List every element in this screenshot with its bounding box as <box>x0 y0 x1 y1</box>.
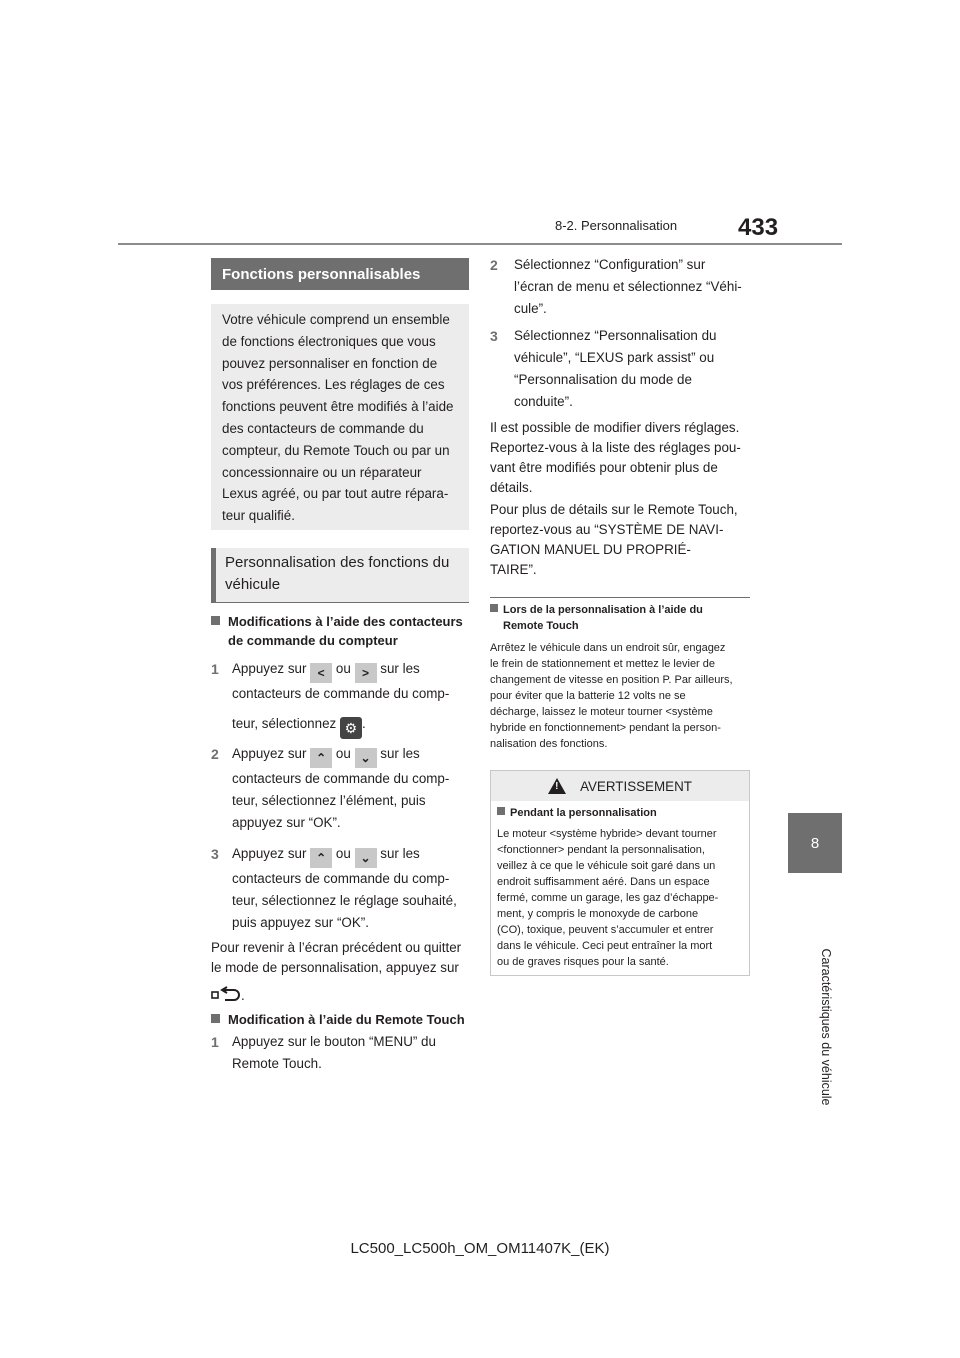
step-1 <box>211 658 476 736</box>
step-text: puis appuyez sur “OK”. <box>232 915 369 930</box>
paragraph-line: Reportez-vous à la liste des réglages pou- <box>490 440 741 455</box>
gear-icon: ⚙ <box>340 717 362 739</box>
subsection-title <box>211 548 469 602</box>
intro-line: pouvez personnaliser en fonction de <box>222 355 438 371</box>
remote-step-3 <box>490 325 755 413</box>
step-text: ou <box>335 846 351 861</box>
paragraph-line: vant être modifiés pour obtenir plus de <box>490 460 718 475</box>
step-text: contacteurs de commande du comp- <box>232 686 450 701</box>
warning-icon: ! <box>548 778 566 794</box>
paragraph-line: reportez-vous au “SYSTÈME DE NAVI- <box>490 522 724 537</box>
intro-line: des contacteurs de commande du <box>222 420 424 436</box>
remote-touch-paragraph <box>490 500 755 580</box>
note-line: nalisation des fonctions. <box>490 738 608 750</box>
note-line: décharge, laissez le moteur tourner <système <box>490 706 713 718</box>
chevron-up-icon: ⌃ <box>310 848 332 868</box>
step-text: Appuyez sur <box>232 746 307 761</box>
note-heading-line: Lors de la personnalisation à l’aide du <box>503 604 703 616</box>
document-code: LC500_LC500h_OM_OM11407K_(EK) <box>350 1240 610 1257</box>
step-3 <box>211 843 476 933</box>
subsection-rule <box>211 602 469 603</box>
step-text: sur les <box>380 661 420 676</box>
note-line: Arrêtez le véhicule dans un endroit sûr, engagez <box>490 642 726 654</box>
intro-line: Votre véhicule comprend un ensemble <box>222 312 450 327</box>
remote-step-2 <box>490 254 755 320</box>
step-text: teur, sélectionnez <box>232 716 337 731</box>
step-number: 3 <box>490 328 498 344</box>
warning-body <box>497 826 747 970</box>
step-text: Appuyez sur le bouton “MENU” du <box>232 1034 436 1049</box>
remote-heading-text: Modification à l’aide du Remote Touch <box>228 1012 465 1027</box>
step-text: Appuyez sur <box>232 846 307 861</box>
paragraph-line: Il est possible de modifier divers réglages. <box>490 420 740 435</box>
note-heading-line: Remote Touch <box>503 620 579 632</box>
intro-line: vos préférences. Les réglages de ces <box>222 377 445 393</box>
step-text: l’écran de menu et sélectionnez “Véhi- <box>514 279 742 294</box>
paragraph-line: détails. <box>490 480 533 495</box>
warning-line: <fonctionner> pendant la personnalisation, <box>497 844 705 856</box>
note-line: pour éviter que la batterie 12 volts ne se <box>490 690 686 702</box>
square-bullet-icon <box>497 807 505 815</box>
settings-paragraph <box>490 418 755 498</box>
chevron-left-icon: < <box>310 663 332 683</box>
intro-line: Lexus agréé, ou par tout autre répara- <box>222 486 449 502</box>
step-number: 2 <box>211 746 219 762</box>
step-text: Remote Touch. <box>232 1056 322 1071</box>
paragraph-line: GATION MANUEL DU PROPRIÉ- <box>490 542 691 557</box>
step-text: ou <box>335 746 351 761</box>
chevron-down-icon: ⌄ <box>355 748 377 768</box>
step-text: teur, sélectionnez l’élément, puis <box>232 793 426 808</box>
warning-line: fermé, comme un garage, les gaz d’échappe- <box>497 892 719 904</box>
intro-line: de fonctions électroniques que vous <box>222 333 436 349</box>
step-text: cule”. <box>514 301 547 316</box>
warning-line: veillez à ce que le véhicule soit garé dans un <box>497 860 716 872</box>
step-text: sur les <box>380 746 420 761</box>
chevron-up-icon: ⌃ <box>310 748 332 768</box>
intro-line: compteur, du Remote Touch ou par un <box>222 442 450 458</box>
subsection-title-line: véhicule <box>225 576 281 593</box>
step-text: teur, sélectionnez le réglage souhaité, <box>232 893 457 908</box>
paragraph-line: . <box>241 988 245 1003</box>
intro-box <box>211 304 469 530</box>
square-bullet-icon <box>490 604 498 612</box>
back-icon <box>211 984 241 1010</box>
step-number: 3 <box>211 846 219 862</box>
chapter-tab: 8 <box>788 813 842 873</box>
step-text: appuyez sur “OK”. <box>232 815 341 830</box>
step-text: “Personnalisation du mode de <box>514 372 692 387</box>
chevron-down-icon: ⌄ <box>355 848 377 868</box>
meter-heading-line: de commande du compteur <box>228 633 398 648</box>
meter-heading <box>211 612 476 650</box>
meter-heading-line: Modifications à l’aide des contacteurs <box>228 614 463 629</box>
note-rule <box>490 597 750 598</box>
chevron-right-icon: > <box>355 663 377 683</box>
header-rule <box>118 243 842 245</box>
step-text: ou <box>335 661 351 676</box>
intro-line: fonctions peuvent être modifiés à l’aide <box>222 399 454 415</box>
warning-title: AVERTISSEMENT <box>580 778 692 794</box>
page-number: 433 <box>738 214 779 241</box>
step-text: contacteurs de commande du comp- <box>232 871 450 886</box>
warning-heading-text: Pendant la personnalisation <box>510 807 657 819</box>
warning-heading <box>497 805 747 821</box>
paragraph-line: TAIRE”. <box>490 562 537 577</box>
warning-line: Le moteur <système hybride> devant tourner <box>497 828 717 840</box>
warning-line: (CO), toxique, peuvent s’accumuler et entrer <box>497 924 714 936</box>
note-line: le frein de stationnement et mettez le levier de <box>490 658 716 670</box>
subsection-title-line: Personnalisation des fonctions du <box>225 554 450 571</box>
square-bullet-icon <box>211 1014 220 1023</box>
step-number: 2 <box>490 257 498 273</box>
paragraph-line: le mode de personnalisation, appuyez sur <box>211 960 459 975</box>
note-heading <box>490 602 755 634</box>
step-text: véhicule”, “LEXUS park assist” ou <box>514 350 715 365</box>
warning-header <box>491 771 749 801</box>
step-text: sur les <box>380 846 420 861</box>
step-text: Appuyez sur <box>232 661 307 676</box>
remote-step-1 <box>211 1031 476 1075</box>
paragraph-line: Pour plus de détails sur le Remote Touch, <box>490 502 738 517</box>
remote-heading <box>211 1010 476 1029</box>
step-text: . <box>361 716 366 731</box>
section-title: 8-2. Personnalisation <box>555 218 678 233</box>
intro-line: concessionnaire ou un réparateur <box>222 464 422 480</box>
step-text: Sélectionnez “Configuration” sur <box>514 257 706 272</box>
step-number: 1 <box>211 661 219 677</box>
box-title: Fonctions personnalisables <box>211 258 469 290</box>
note-line: changement de vitesse en position P. Par ailleurs, <box>490 674 733 686</box>
step-text: Sélectionnez “Personnalisation du <box>514 328 717 343</box>
step-text: conduite”. <box>514 394 573 409</box>
return-paragraph <box>211 938 476 1010</box>
step-text: contacteurs de commande du comp- <box>232 771 450 786</box>
step-2 <box>211 743 476 833</box>
paragraph-line: Pour revenir à l’écran précédent ou quitter <box>211 940 462 955</box>
step-number: 1 <box>211 1034 219 1050</box>
square-bullet-icon <box>211 616 220 625</box>
note-body <box>490 640 755 752</box>
warning-line: dans le véhicule. Ceci peut entraîner la mort <box>497 940 713 952</box>
warning-line: ment, y compris le monoxyde de carbone <box>497 908 699 920</box>
warning-line: ou de graves risques pour la santé. <box>497 956 669 968</box>
intro-line: teur qualifié. <box>222 508 295 524</box>
warning-line: endroit suffisamment aéré. Dans un espace <box>497 876 710 888</box>
note-line: hybride en fonctionnement> pendant la person- <box>490 722 721 734</box>
chapter-title: Caractéristiques du véhicule <box>819 948 833 1106</box>
